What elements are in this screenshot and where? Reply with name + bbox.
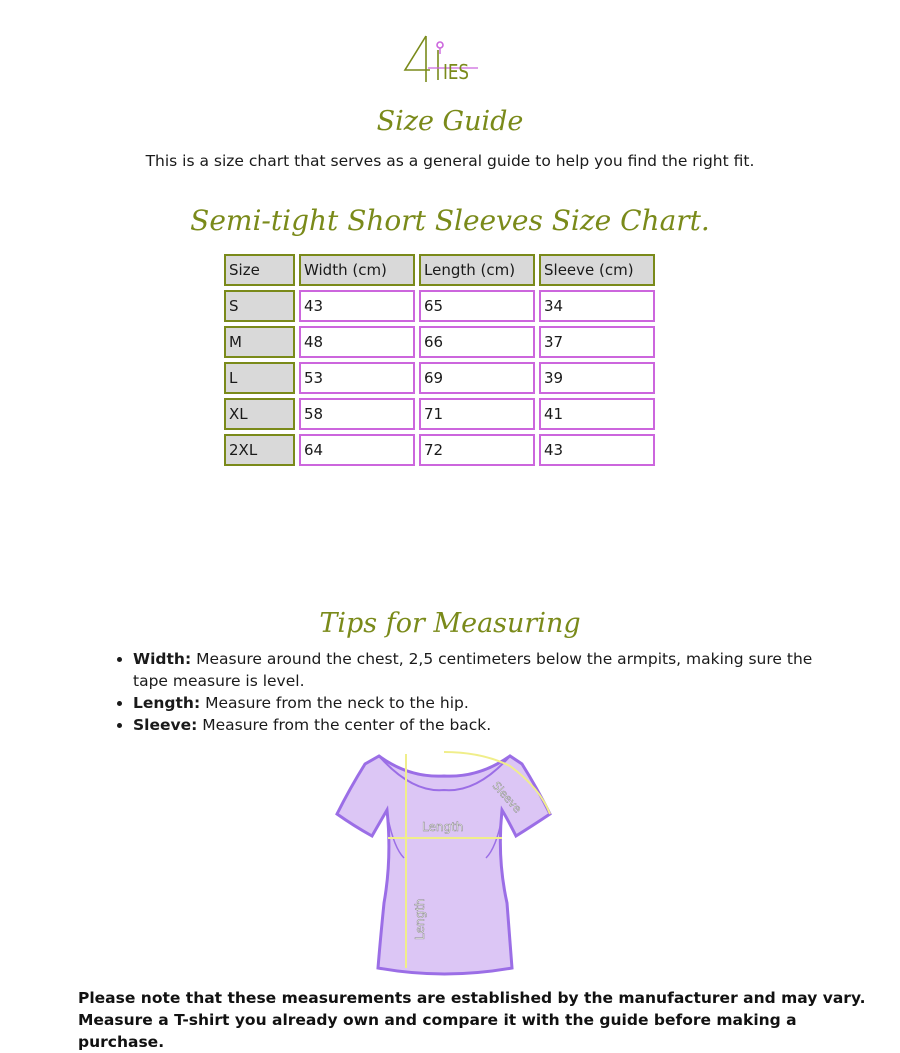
note-line-2: Measure a T-shirt you already own and compare it with the guide before making a purchase. [78,1011,797,1051]
sleeve-cell: 39 [539,362,655,394]
length-cell: 72 [419,434,535,466]
size-cell: XL [224,398,295,430]
size-chart-title: Semi-tight Short Sleeves Size Chart. [190,204,710,237]
tip-term: Width: [133,650,192,668]
list-item [133,648,823,692]
size-cell: M [224,326,295,358]
sleeve-cell: 34 [539,290,655,322]
width-cell: 48 [299,326,415,358]
length-cell: 71 [419,398,535,430]
disclaimer-note [78,987,878,1053]
tips-title: Tips for Measuring [319,608,581,639]
size-table [220,250,659,470]
tip-text: Measure from the center of the back. [197,716,492,734]
logo-text: IES [443,60,469,84]
width-cell: 58 [299,398,415,430]
table-row [224,398,655,430]
brand-logo [400,32,482,84]
column-header-width: Width (cm) [299,254,415,286]
length-cell: 66 [419,326,535,358]
tshirt-measurement-diagram [332,748,557,978]
width-cell: 43 [299,290,415,322]
sleeve-cell: 43 [539,434,655,466]
intro-text: This is a size chart that serves as a general guide to help you find the right fit. [145,152,755,170]
column-header-sleeve: Sleeve (cm) [539,254,655,286]
page-title: Size Guide [376,106,524,137]
length-label: Length [413,898,427,940]
tip-term: Length: [133,694,201,712]
table-row [224,290,655,322]
table-header-row [224,254,655,286]
tip-text: Measure around the chest, 2,5 centimeters below the armpits, making sure the tape measure is level. [133,650,813,690]
tshirt-body [337,756,550,974]
tip-text: Measure from the neck to the hip. [200,694,469,712]
tip-term: Sleeve: [133,716,198,734]
note-line-1: Please note that these measurements are established by the manufacturer and may vary. [78,989,866,1007]
length-cell: 69 [419,362,535,394]
table-row [224,362,655,394]
size-cell: L [224,362,295,394]
sleeve-label: Sleeve [489,779,525,816]
tips-list [108,648,823,736]
list-item [133,714,823,736]
column-header-size: Size [224,254,295,286]
size-cell: S [224,290,295,322]
length-cell: 65 [419,290,535,322]
sleeve-cell: 41 [539,398,655,430]
width-cell: 64 [299,434,415,466]
list-item [133,692,823,714]
width-cell: 53 [299,362,415,394]
width-label: Length [422,820,464,834]
table-row [224,434,655,466]
column-header-length: Length (cm) [419,254,535,286]
table-row [224,326,655,358]
size-cell: 2XL [224,434,295,466]
sleeve-cell: 37 [539,326,655,358]
